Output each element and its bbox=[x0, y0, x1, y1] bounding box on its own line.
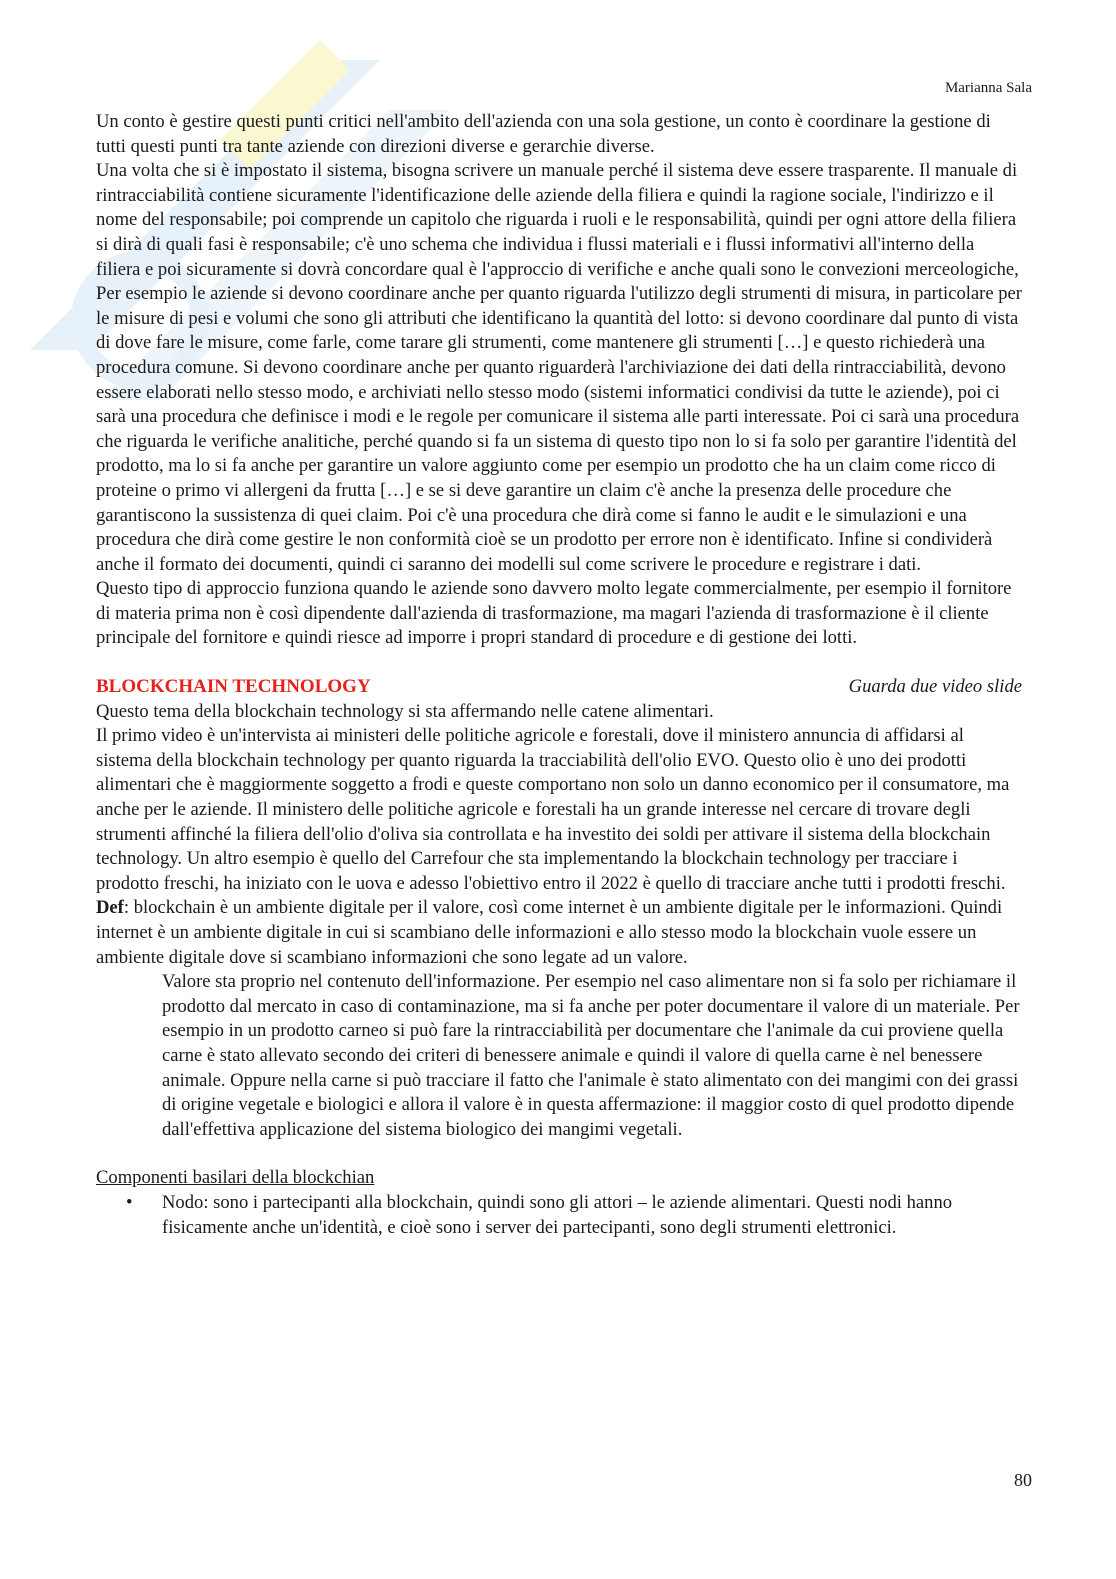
paragraph: Questo tipo di approccio funziona quando le aziende sono davvero molto legate commercialmente, per esempio il fornitore di materia prima non è così dipendente dall'azienda di trasformazione, ma magari l'azienda di trasformazione è il cliente principale del fornitore e quindi riesce ad imporre i propri standard di procedure e di gestione dei lotti. bbox=[96, 578, 1012, 649]
paragraph: Una volta che si è impostato il sistema, bisogna scrivere un manuale perché il sistema deve essere trasparente. Il manuale di rintracciabilità contiene sicuramente l'identificazione delle aziende della filiera e quindi la ragione sociale, l'indirizzo e il nome del responsabile; poi comprende un capitolo che riguarda i ruoli e le responsabilità, quindi per ogni attore della filiera si dirà di quali fasi è responsabile; c'è uno schema che individua i flussi materiali e i flussi informativi all'interno della filiera e poi sicuramente si dovrà concordare qual è l'approccio di verifiche e anche quali sono le convezioni merceologiche, Per esempio le aziende si devono coordinare anche per quanto riguarda l'utilizzo degli strumenti di misura, in particolare per le misure di pesi e volumi che sono gli attributi che identificano la quantità del lotto: si devono coordinare dal punto di vista di dove fare le misure, come farle, come tarare gli strumenti, come mantenere gli strumenti […] e questo richiederà una procedura comune. Si devono coordinare anche per quanto riguarderà l'archiviazione dei dati della rintracciabilità, devono essere elaborati nello stesso modo, e archiviati nello stesso modo (sistemi informatici condivisi da tutte le aziende), poi ci sarà una procedura che definisce i modi e le regole per comunicare il sistema alle parti interessate. Poi ci sarà una procedura che riguarda le verifiche analitiche, perché quando si fa un sistema di questo tipo non lo si fa solo per garantire l'identità del prodotto, ma lo si fa anche per garantire un valore aggiunto come per esempio un prodotto che ha un claim come ricco di proteine o primo vi allergeni da frutta […] e se si deve garantire un claim c'è anche la presenza delle procedure che garantiscono la sussistenza di quei claim. Poi c'è una procedura che dirà come si fanno le audit e le simulazioni e una procedura che dirà come gestire le non conformità cioè se un prodotto per errore non è identificato. Infine si condividerà anche il formato dei documenti, quindi ci saranno dei modelli sul come scrivere le procedure e registrare i dati. bbox=[96, 160, 1022, 575]
paragraph: Il primo video è un'intervista ai ministeri delle politiche agricole e forestali, dove il ministero annuncia di affidarsi al sistema della blockchain technology per quanto riguarda la tracciabilità dell'olio EVO. Questo olio è uno dei prodotti alimentari che è maggiormente soggetto a frodi e queste comportano non solo un danno economico per il consumatore, ma anche per le aziende. Il ministero delle politiche agricole e forestali ha un grande interesse nel cercare di trovare degli strumenti affinché la filiera dell'olio d'oliva sia controllata e ha investito dei soldi per attivare il sistema della blockchain technology. Un altro esempio è quello del Carrefour che sta implementando la blockchain technology per tracciare i prodotto freschi, ha iniziato con le uova e adesso l'obiettivo entro il 2022 è quello di tracciare anche tutti i prodotti freschi. bbox=[96, 725, 1010, 894]
list-item bbox=[96, 1191, 1022, 1240]
section-title: BLOCKCHAIN TECHNOLOGY bbox=[96, 676, 371, 698]
header-author: Marianna Sala bbox=[944, 80, 1032, 96]
definition-paragraph bbox=[96, 896, 1022, 970]
components-heading: Componenti basilari della blockchian bbox=[96, 1167, 375, 1189]
definition-label: Def bbox=[96, 897, 124, 919]
section-header bbox=[96, 675, 1022, 700]
definition-text: : blockchain è un ambiente digitale per il valore, così come internet è un ambiente digitale per le informazioni. Quindi internet è un ambiente digitale in cui si scambiano delle informazioni e allo stesso modo la blockchain vuole essere un ambiente digitale dove si scambiano informazioni che sono legate ad un valore. bbox=[96, 897, 1003, 968]
page-number: 80 bbox=[1014, 1470, 1032, 1490]
bullet-icon: • bbox=[126, 1191, 133, 1213]
paragraph: Un conto è gestire questi punti critici nell'ambito dell'azienda con una sola gestione, un conto è coordinare la gestione di tutti questi punti tra tante aziende con direzioni diverse e gerarchie diverse. bbox=[96, 111, 991, 157]
paragraph: Questo tema della blockchain technology si sta affermando nelle catene alimentari. bbox=[96, 700, 714, 722]
document-body bbox=[96, 110, 1022, 1240]
components-list bbox=[96, 1191, 1022, 1240]
list-item-text: Nodo: sono i partecipanti alla blockchain, quindi sono gli attori – le aziende alimentari. Questi nodi hanno fisicamente anche un'identità, e cioè sono i server dei partecipanti, sono degli strumenti elettronici. bbox=[162, 1191, 953, 1238]
indented-paragraph: Valore sta proprio nel contenuto dell'informazione. Per esempio nel caso alimentare non si fa solo per richiamare il prodotto dal mercato in caso di contaminazione, ma si fa anche per poter documentare il valore di un materiale. Per esempio in un prodotto carneo si può fare la rintracciabilità per documentare che l'animale da cui proviene quella carne è stato allevato secondo dei criteri di benessere animale e quindi il valore di quella carne è nel benessere animale. Oppure nella carne si può tracciare il fatto che l'animale è stato alimentato con dei mangimi con dei grassi di origine vegetale e biologici e allora il valore è in questa affermazione: il maggior costo di quel prodotto dipende dall'effettiva applicazione del sistema biologico dei mangimi vegetali. bbox=[162, 971, 1020, 1140]
section-note: Guarda due video slide bbox=[848, 676, 1022, 698]
